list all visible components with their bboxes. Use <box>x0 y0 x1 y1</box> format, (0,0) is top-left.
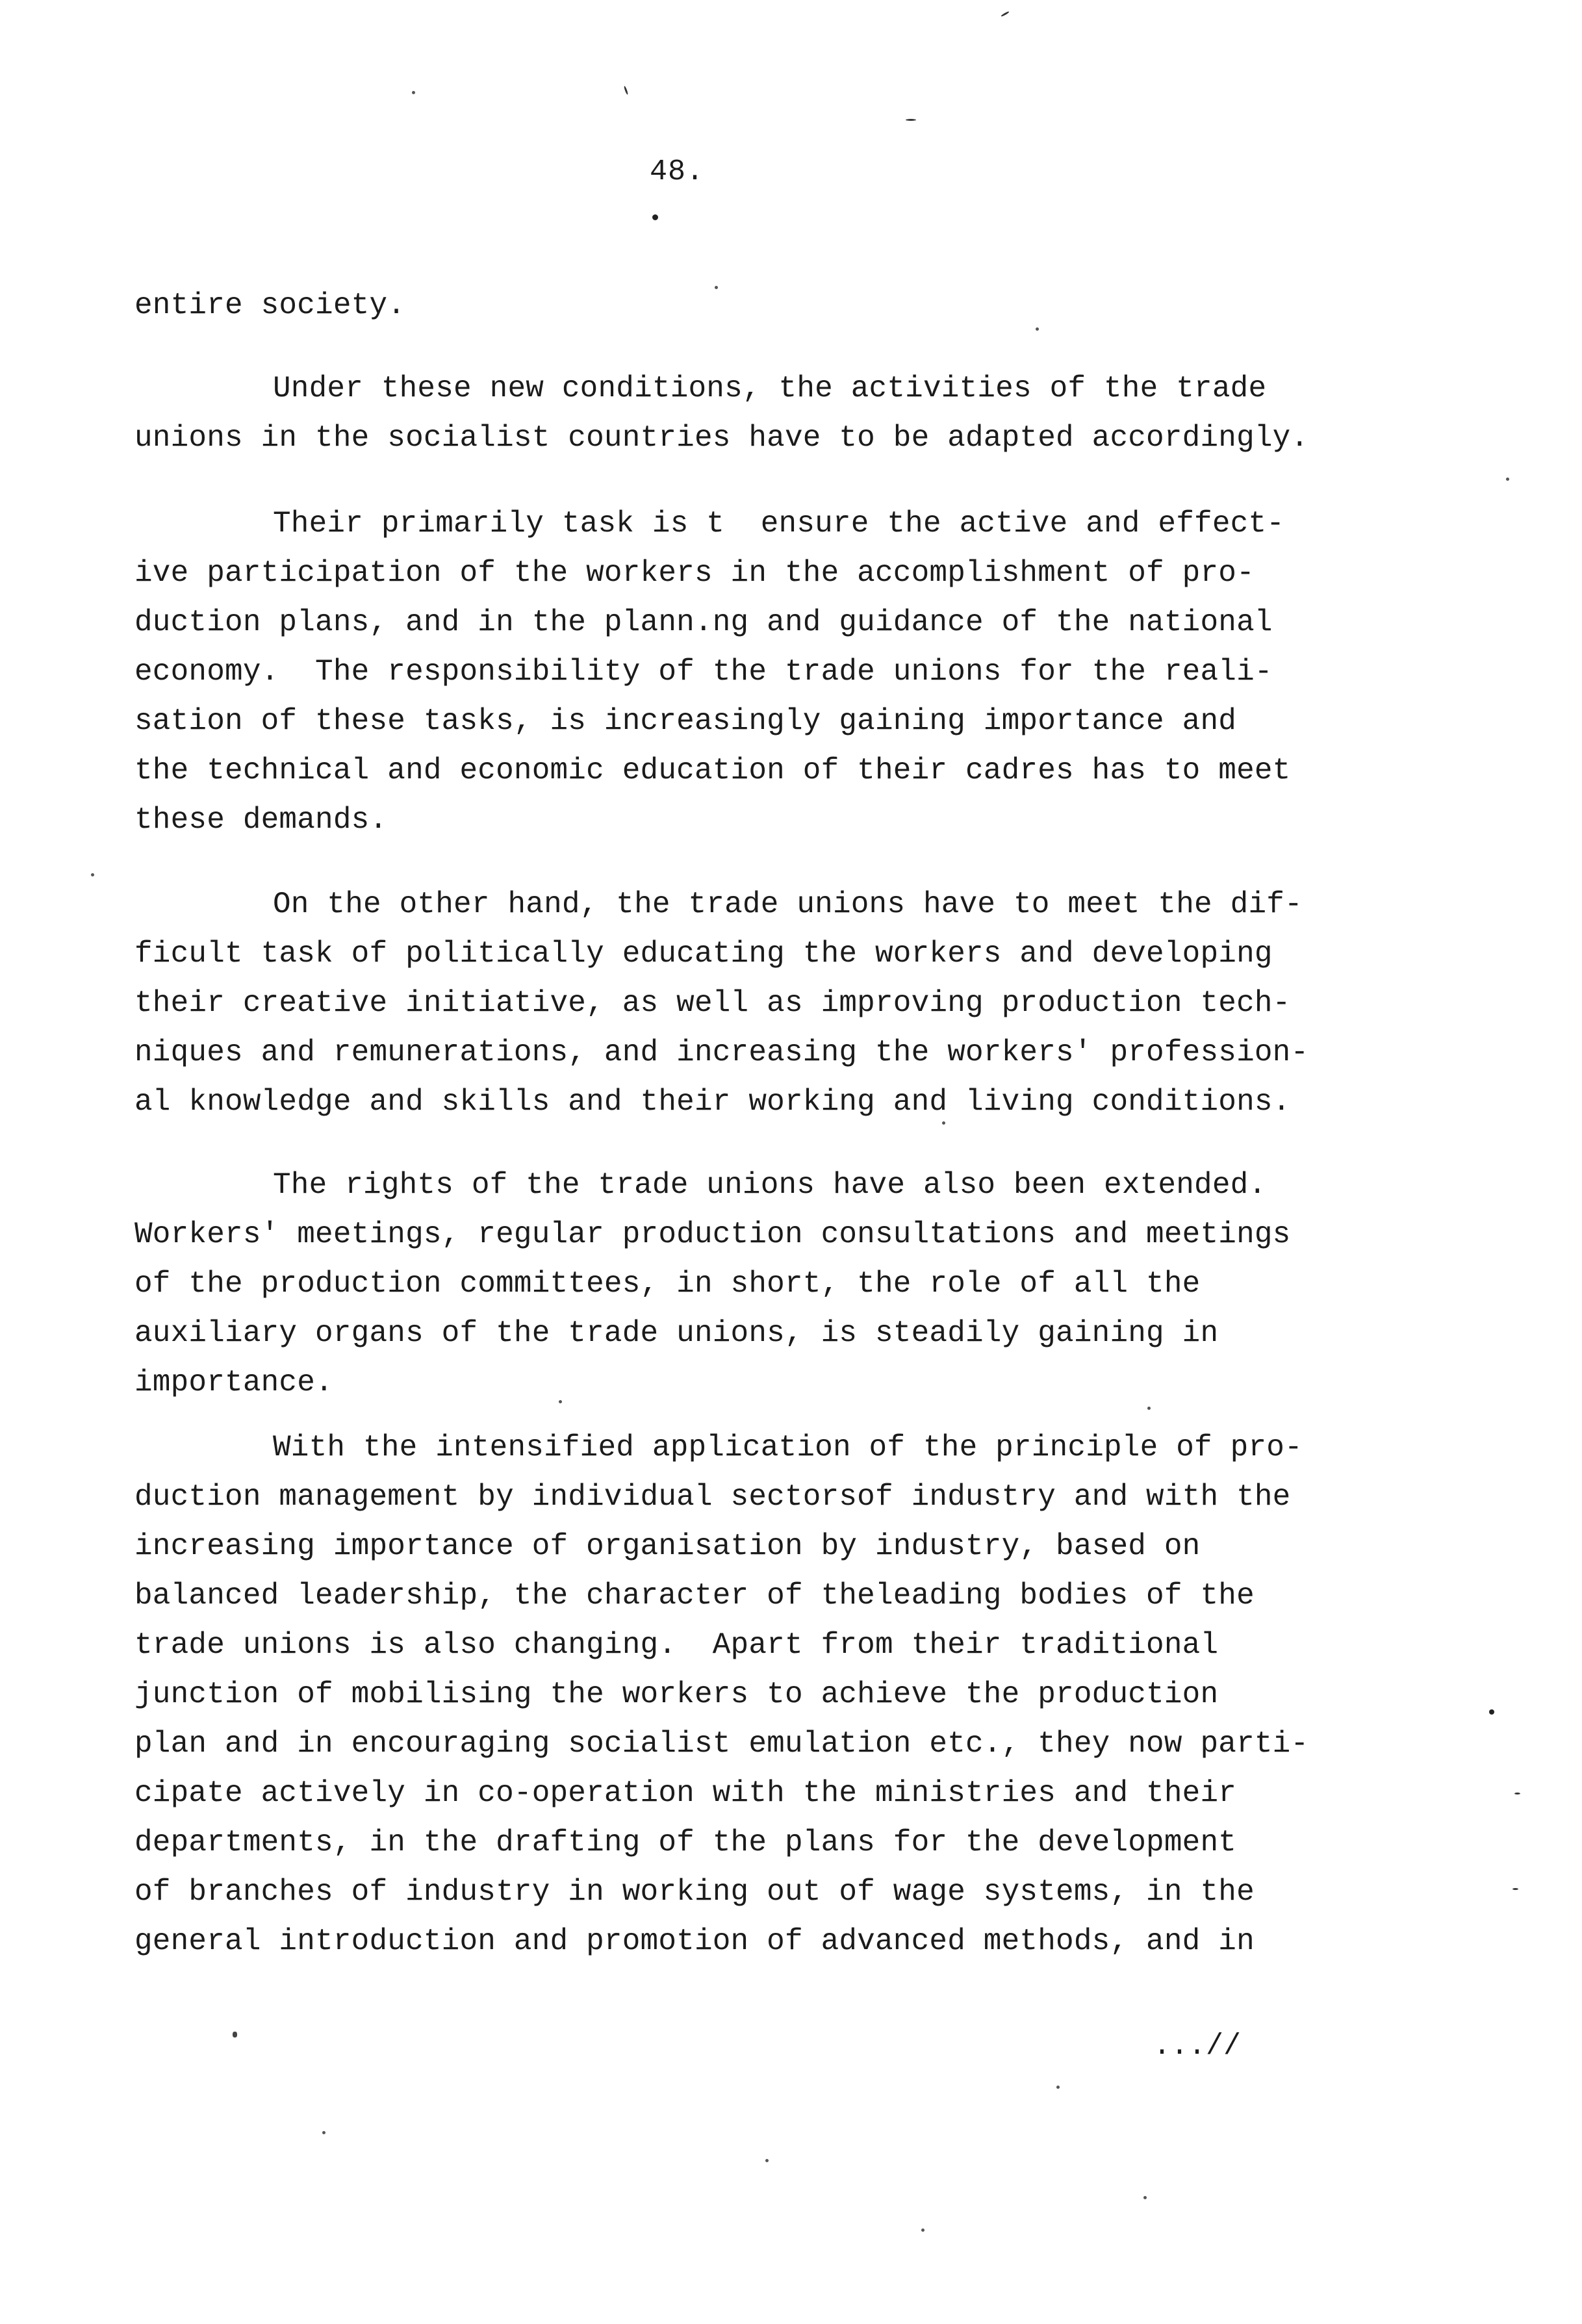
text-line: the technical and economic education of their cadres has to meet <box>134 754 1291 787</box>
text-line: plan and in encouraging socialist emulation etc., they now parti- <box>134 1727 1309 1761</box>
text-line: these demands. <box>134 803 388 837</box>
text-line: departments, in the drafting of the plans for the development <box>134 1826 1237 1859</box>
text-line: importance. <box>134 1366 333 1399</box>
scan-speck <box>1143 2196 1147 2199</box>
scan-speck <box>765 2159 769 2162</box>
scan-speck <box>412 91 415 94</box>
text-line: entire society. <box>134 288 406 322</box>
continuation-mark: ...// <box>1153 2030 1242 2063</box>
scan-speck <box>652 214 658 220</box>
text-line: On the other hand, the trade unions have to meet the dif- <box>273 887 1303 921</box>
text-line: auxiliary organs of the trade unions, is steadily gaining in <box>134 1316 1219 1350</box>
page-number: 48. <box>650 155 705 188</box>
text-line: trade unions is also changing. Apart from their traditional <box>134 1628 1219 1662</box>
text-line: unions in the socialist countries have to be adapted accordingly. <box>134 421 1309 455</box>
text-line: ficult task of politically educating the workers and developing <box>134 937 1273 971</box>
text-line: ive participation of the workers in the accomplishment of pro- <box>134 556 1255 590</box>
text-line: Workers' meetings, regular production consultations and meetings <box>134 1218 1291 1251</box>
scan-speck <box>91 873 94 876</box>
scan-speck <box>1147 1407 1151 1410</box>
text-line: The rights of the trade unions have also been extended. <box>273 1168 1267 1202</box>
scan-speck <box>1514 1793 1520 1794</box>
scan-speck <box>1512 1888 1518 1890</box>
scan-speck <box>322 2131 325 2134</box>
text-line: economy. The responsibility of the trade unions for the reali- <box>134 655 1273 689</box>
text-line: Under these new conditions, the activities of the trade <box>273 372 1267 405</box>
text-line: of the production committees, in short, the role of all the <box>134 1267 1201 1301</box>
scan-speck <box>1001 11 1010 18</box>
text-line: niques and remunerations, and increasing the workers' profession- <box>134 1036 1309 1069</box>
scan-speck <box>1506 478 1509 481</box>
text-line: general introduction and promotion of advanced methods, and in <box>134 1924 1255 1958</box>
text-line: Their primarily task is t ensure the active and effect- <box>273 507 1285 541</box>
scan-speck <box>715 286 718 289</box>
text-line: their creative initiative, as well as improving production tech- <box>134 986 1291 1020</box>
scan-speck <box>942 1121 945 1125</box>
text-line: of branches of industry in working out of wage systems, in the <box>134 1875 1255 1909</box>
scan-speck <box>559 1400 562 1403</box>
text-line: increasing importance of organisation by industry, based on <box>134 1529 1201 1563</box>
scan-speck <box>1489 1709 1494 1715</box>
scan-speck <box>906 119 916 121</box>
scan-speck <box>921 2228 925 2232</box>
text-line: duction plans, and in the plann.ng and guidance of the national <box>134 606 1273 639</box>
text-line: duction management by individual sectorsof industry and with the <box>134 1480 1291 1514</box>
text-line: al knowledge and skills and their working and living conditions. <box>134 1085 1291 1119</box>
text-line: balanced leadership, the character of theleading bodies of the <box>134 1579 1255 1613</box>
scan-speck <box>1056 2086 1060 2089</box>
text-line: With the intensified application of the principle of pro- <box>273 1431 1303 1464</box>
text-line: sation of these tasks, is increasingly gaining importance and <box>134 704 1237 738</box>
scan-speck <box>233 2032 237 2037</box>
scan-speck <box>1036 327 1039 331</box>
text-line: cipate actively in co-operation with the ministries and their <box>134 1776 1237 1810</box>
scan-speck <box>624 86 629 95</box>
text-line: junction of mobilising the workers to achieve the production <box>134 1678 1219 1711</box>
